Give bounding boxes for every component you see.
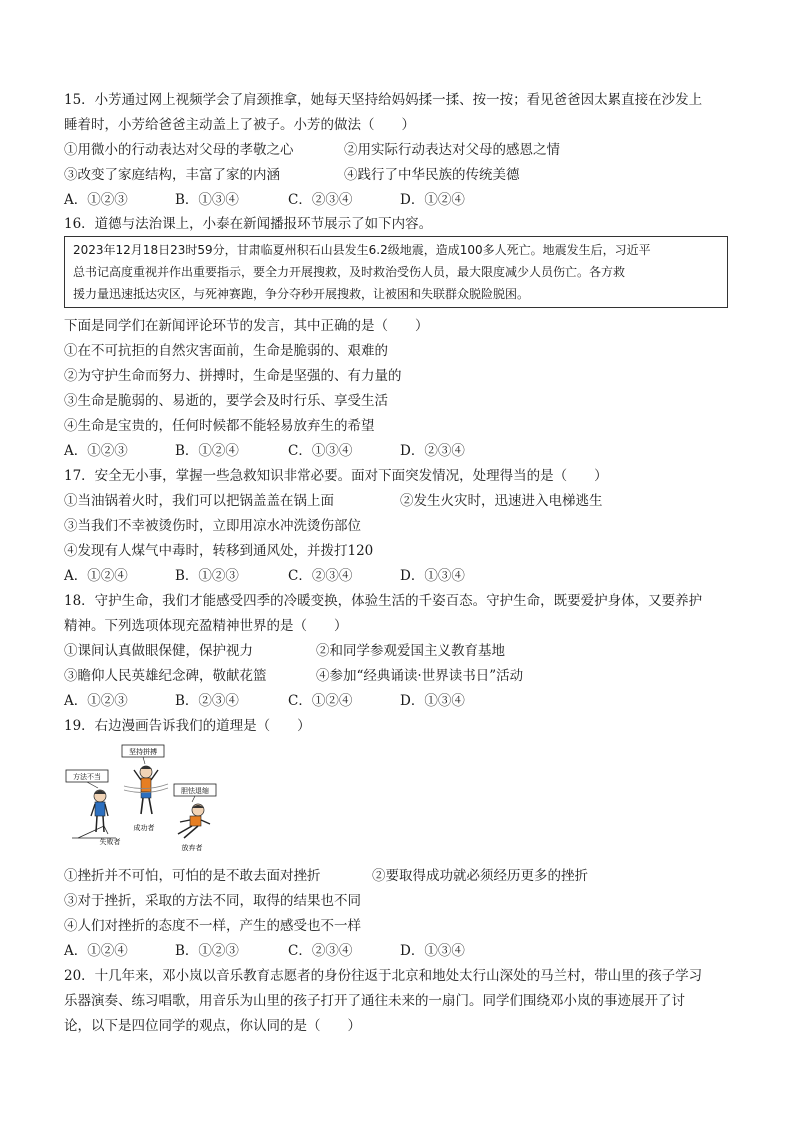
cartoon-label-winner: 成功者	[133, 824, 155, 832]
q18-statement-1: ①课间认真做眼保健，保护视力	[64, 643, 253, 659]
q15-option-c[interactable]: C．②③④	[288, 192, 353, 208]
q16-statement-2: ②为守护生命而努力、拼搏时，生命是坚强的、有力量的	[64, 368, 402, 384]
q18-option-a[interactable]: A．①②③	[64, 693, 128, 709]
q16-news-line1: 2023年12月18日23时59分，甘肃临夏州积石山县发生6.2级地震，造成100多人死亡。地震发生后，习近平	[73, 243, 651, 257]
q19-statement-3: ③对于挫折，采取的方法不同，取得的结果也不同	[64, 893, 361, 909]
q19-option-b[interactable]: B．①②③	[175, 943, 239, 959]
q19-option-a[interactable]: A．①②④	[64, 943, 128, 959]
q17-option-a[interactable]: A．①②④	[64, 568, 128, 584]
q16-option-b[interactable]: B．①②④	[175, 443, 239, 459]
q16-option-c[interactable]: C．①③④	[288, 443, 353, 459]
q16-news-box	[64, 236, 728, 308]
q20-stem-line2: 乐器演奏、练习唱歌，用音乐为山里的孩子打开了通往未来的一扇门。同学们围绕邓小岚的事迹展开了讨	[64, 993, 685, 1009]
q19-stem: 19．右边漫画告诉我们的道理是（ ）	[64, 718, 311, 734]
q15-statement-1: ①用微小的行动表达对父母的孝敬之心	[64, 142, 294, 158]
q20-stem-line1: 20．十几年来，邓小岚以音乐教育志愿者的身份往返于北京和地处太行山深处的马兰村，带山里的孩子学习	[64, 968, 703, 984]
q16-prompt: 下面是同学们在新闻评论环节的发言，其中正确的是（ ）	[64, 318, 429, 334]
q15-stem-line1: 15．小芳通过网上视频学会了肩颈推拿，她每天坚持给妈妈揉一揉、按一按；看见爸爸因太累直接在沙发上	[64, 92, 703, 108]
cartoon-label-right: 胆怯退缩	[181, 787, 209, 795]
quitter-figure	[178, 804, 210, 838]
q17-statement-4: ④发现有人煤气中毒时，转移到通风处，并拨打120	[64, 543, 374, 559]
q20-stem-line3: 论，以下是四位同学的观点，你认同的是（ ）	[64, 1018, 361, 1034]
q18-option-b[interactable]: B．②③④	[175, 693, 239, 709]
q17-option-b[interactable]: B．①②③	[175, 568, 239, 584]
q16-news-line2: 总书记高度重视并作出重要指示，要全力开展搜救，及时救治受伤人员，最大限度减少人员伤亡。各方救	[73, 265, 626, 279]
q15-statement-3: ③改变了家庭结构，丰富了家的内涵	[64, 167, 280, 183]
cartoon-label-top: 坚持拼搏	[129, 748, 157, 756]
cartoon-label-quitter: 放弃者	[181, 844, 203, 852]
q17-stem: 17．安全无小事，掌握一些急救知识非常必要。面对下面突发情况，处理得当的是（ ）	[64, 468, 608, 484]
cartoon-label-loser: 失败者	[99, 838, 121, 846]
q19-statement-4: ④人们对挫折的态度不一样，产生的感受也不一样	[64, 918, 361, 934]
q18-statement-4: ④参加“经典诵读·世界读书日”活动	[316, 668, 524, 684]
q15-statement-4: ④践行了中华民族的传统美德	[344, 167, 520, 183]
q18-option-c[interactable]: C．①②④	[288, 693, 353, 709]
q18-statement-3: ③瞻仰人民英雄纪念碑，敬献花篮	[64, 668, 267, 684]
cartoon-label-left: 方法不当	[73, 773, 101, 781]
q19-option-d[interactable]: D．①③④	[400, 943, 465, 959]
q19-statement-2: ②要取得成功就必须经历更多的挫折	[372, 868, 588, 884]
q16-option-d[interactable]: D．②③④	[400, 443, 465, 459]
q16-statement-4: ④生命是宝贵的，任何时候都不能轻易放弃生的希望	[64, 418, 375, 434]
q16-option-a[interactable]: A．①②③	[64, 443, 128, 459]
loser-figure	[72, 790, 116, 838]
q15-option-a[interactable]: A．①②③	[64, 192, 128, 208]
q19-option-c[interactable]: C．②③④	[288, 943, 353, 959]
q17-option-d[interactable]: D．①③④	[400, 568, 465, 584]
q17-statement-3: ③当我们不幸被烫伤时，立即用凉水冲洗烫伤部位	[64, 518, 361, 534]
q15-statement-2: ②用实际行动表达对父母的感恩之情	[344, 142, 560, 158]
q15-option-b[interactable]: B．①③④	[175, 192, 239, 208]
q17-statement-2: ②发生火灾时，迅速进入电梯逃生	[400, 493, 603, 509]
q16-statement-1: ①在不可抗拒的自然灾害面前，生命是脆弱的、艰难的	[64, 343, 388, 359]
q15-option-d[interactable]: D．①②④	[400, 192, 465, 208]
q19-statement-1: ①挫折并不可怕，可怕的是不敢去面对挫折	[64, 868, 321, 884]
q18-statement-2: ②和同学参观爱国主义教育基地	[316, 643, 505, 659]
winner-figure	[124, 766, 168, 814]
q19-cartoon	[64, 742, 234, 854]
q17-statement-1: ①当油锅着火时，我们可以把锅盖盖在锅上面	[64, 493, 334, 509]
q16-statement-3: ③生命是脆弱的、易逝的，要学会及时行乐、享受生活	[64, 393, 388, 409]
q16-stem: 16．道德与法治课上，小泰在新闻播报环节展示了如下内容。	[64, 216, 433, 232]
q18-option-d[interactable]: D．①③④	[400, 693, 465, 709]
q17-option-c[interactable]: C．②③④	[288, 568, 353, 584]
q15-stem-line2: 睡着时，小芳给爸爸主动盖上了被子。小芳的做法（ ）	[64, 117, 415, 133]
q18-stem-line2: 精神。下列选项体现充盈精神世界的是（ ）	[64, 618, 348, 634]
q16-news-line3: 援力量迅速抵达灾区，与死神赛跑，争分夺秒开展搜救，让被困和失联群众脱险脱困。	[73, 287, 530, 301]
q18-stem-line1: 18．守护生命，我们才能感受四季的冷暖变换，体验生活的千姿百态。守护生命，既要爱护身体，又要养护	[64, 593, 703, 609]
